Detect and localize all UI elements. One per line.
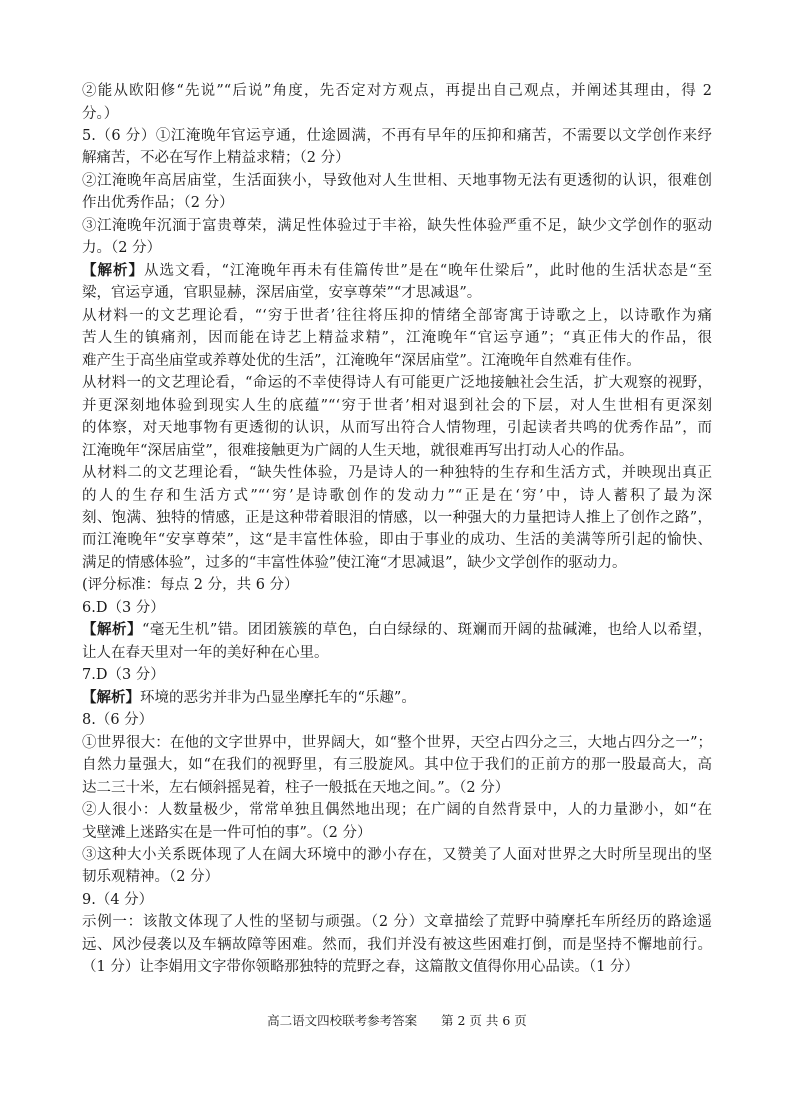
text-line (82, 307, 712, 325)
line-text: 从选文看，“江淹晚年再未有佳篇传世”是在“晚年仕梁后”，此时他的生活状态是“至 (144, 262, 713, 279)
text-line (82, 487, 712, 505)
line-text: ②江淹晚年高居庙堂，生活面狭小，导致他对人生世相、天地事物无法有更透彻的认识，很难创 (82, 172, 712, 189)
line-text: 并更深刻地体验到现实人生的底蕴”“‘穷于世者’相对退到社会的下层，对人生世相有更深刻 (82, 397, 712, 414)
text-line (82, 239, 712, 257)
line-text: 作出优秀作品；（2 分） (82, 195, 234, 212)
line-text: 6.D（3 分） (82, 599, 165, 616)
text-line (82, 868, 712, 886)
text-line (82, 958, 712, 976)
text-line (82, 374, 712, 392)
line-text: 远、风沙侵袭以及车辆故障等困难。然而，我们并没有被这些困难打倒，而是坚持不懈地前行。 (82, 936, 712, 953)
text-line (82, 711, 712, 729)
line-text: 满足的情感体验”，过多的“丰富性体验”使江淹“才思减退”，缺少文学创作的驱动力。 (82, 554, 627, 571)
text-line (82, 846, 712, 864)
text-line (82, 127, 712, 145)
line-text: 的体察，对天地事物有更透彻的认识，从而写出符合人情物理，引起读者共鸣的优秀作品”，而 (82, 420, 712, 436)
text-line (82, 149, 712, 167)
line-text: 而江淹晚年“安享尊荣”，这“是丰富性体验，即由于事业的成功、生活的美满等所引起的愉快、 (82, 532, 712, 549)
text-line (82, 82, 712, 100)
line-text: ②能从欧阳修“先说”“后说”角度，先否定对方观点，再提出自己观点，并阐述其理由，得 2 (82, 83, 712, 99)
text-line (82, 621, 712, 639)
line-text: 力。（2 分） (82, 240, 162, 257)
line-text: ②人很小：人数量极少，常常单独且偶然地出现；在广阔的自然背景中，人的力量渺小，如“在 (82, 802, 712, 818)
text-line (82, 105, 712, 123)
text-line (82, 509, 712, 527)
line-text: 分。） (82, 105, 119, 122)
text-line (82, 194, 712, 212)
text-line (82, 419, 712, 437)
page-number: 第 2 页 共 6 页 (441, 1013, 527, 1028)
line-text: 自然力量强大，如“在我们的视野里，有三股旋风。其中位于我们的正前方的那一股最高大，高 (82, 757, 712, 774)
text-line (82, 801, 712, 819)
line-text: 示例一：该散文体现了人性的坚韧与顽强。（2 分）文章描绘了荒野中骑摩托车所经历的路途遥 (82, 914, 712, 931)
text-line (82, 464, 712, 482)
text-line (82, 913, 712, 931)
text-line (82, 689, 712, 707)
line-text: 9.（4 分） (82, 891, 154, 908)
text-line (82, 329, 712, 347)
analysis-label: 【解析】 (82, 621, 142, 639)
line-text: （1 分）让李娟用文字带你领略那独特的荒野之春，这篇散文值得你用心品读。（1 分） (82, 959, 639, 976)
text-line (82, 576, 712, 594)
text-line (82, 644, 712, 662)
line-text: 苦人生的镇痛剂，因而能在诗艺上精益求精”，江淹晚年“官运亨通”；“真正伟大的作品，很 (82, 330, 712, 347)
line-text: 的人的生存和生活方式”“‘穷’是诗歌创作的发动力”“正是在‘穷’中，诗人蓄积了最为深 (82, 487, 712, 504)
line-text: ③这种大小关系既体现了人在阔大环境中的渺小存在，又赞美了人面对世界之大时所呈现出的坚 (82, 847, 712, 863)
text-line (82, 217, 712, 235)
text-line (82, 442, 712, 460)
line-text: 刻、饱满、独特的情感，正是这种带着眼泪的情感，以一种强大的力量把诗人推上了创作之路”， (82, 509, 712, 526)
line-text: 从材料一的文艺理论看，“‘穷于世者’往往将压抑的情绪全部寄寓于诗歌之上，以诗歌作为痛 (82, 307, 712, 324)
text-line (82, 599, 712, 617)
line-text: 梁，官运亨通，官职显赫，深居庙堂，安享尊荣”“才思减退”。 (82, 285, 482, 302)
line-text: 5.（6 分）①江淹晚年官运亨通，仕途圆满，不再有早年的压抑和痛苦，不需要以文学创作来纾 (82, 127, 712, 144)
text-line (82, 531, 712, 549)
analysis-label: 【解析】 (82, 688, 140, 706)
line-text: 戈壁滩上迷路实在是一件可怕的事”。（2 分） (82, 824, 372, 841)
line-text: 7.D（3 分） (82, 667, 165, 684)
text-line (82, 666, 712, 684)
line-text: “毫无生机”错。团团簇簇的草色，白白绿绿的、斑斓而开阔的盐碱滩，也给人以希望， (141, 622, 712, 639)
line-text: 从材料一的文艺理论看，“命运的不幸使得诗人有可能更广泛地接触社会生活，扩大观察的视野， (82, 375, 712, 392)
line-text: 解痛苦，不必在写作上精益求精；（2 分） (82, 150, 350, 167)
page-footer (0, 1011, 794, 1029)
text-line (82, 756, 712, 774)
text-line (82, 284, 712, 302)
line-text: 环境的恶劣并非为凸显坐摩托车的“乐趣”。 (140, 689, 416, 706)
line-text: 难产生于高坐庙堂或养尊处优的生活”，江淹晚年“深居庙堂”。江淹晚年自然难有佳作。 (82, 352, 641, 369)
text-line (82, 824, 712, 842)
text-line (82, 779, 712, 797)
text-line (82, 262, 712, 280)
line-text: 从材料二的文艺理论看，“缺失性体验，乃是诗人的一种独特的生存和生活方式，并映现出真正 (82, 465, 712, 481)
line-text: 8.（6 分） (82, 712, 154, 729)
text-line (82, 554, 712, 572)
text-line (82, 891, 712, 909)
line-text: (评分标准：每点 2 分，共 6 分） (82, 577, 299, 594)
text-line (82, 397, 712, 415)
line-text: 达二三十米，左右倾斜摇晃着，柱子一般抵在天地之间。”。（2 分） (82, 779, 510, 796)
text-line (82, 936, 712, 954)
line-text: 江淹晚年“深居庙堂”，很难接触更为广阔的人生天地，就很难再写出打动人心的作品。 (82, 442, 634, 459)
text-line (82, 734, 712, 752)
line-text: 让人在春天里对一年的美好种在心里。 (82, 644, 329, 661)
line-text: ①世界很大：在他的文字世界中，世界阔大，如“整个世界，天空占四分之三，大地占四分之一”； (82, 734, 712, 751)
analysis-label: 【解析】 (82, 261, 144, 279)
footer-title: 高二语文四校联考参考答案 (267, 1013, 418, 1028)
line-text: ③江淹晚年沉湎于富贵尊荣，满足性体验过于丰裕，缺失性体验严重不足，缺少文学创作的驱动 (82, 217, 712, 234)
text-line (82, 352, 712, 370)
line-text: 韧乐观精神。（2 分） (82, 869, 220, 886)
text-line (82, 172, 712, 190)
